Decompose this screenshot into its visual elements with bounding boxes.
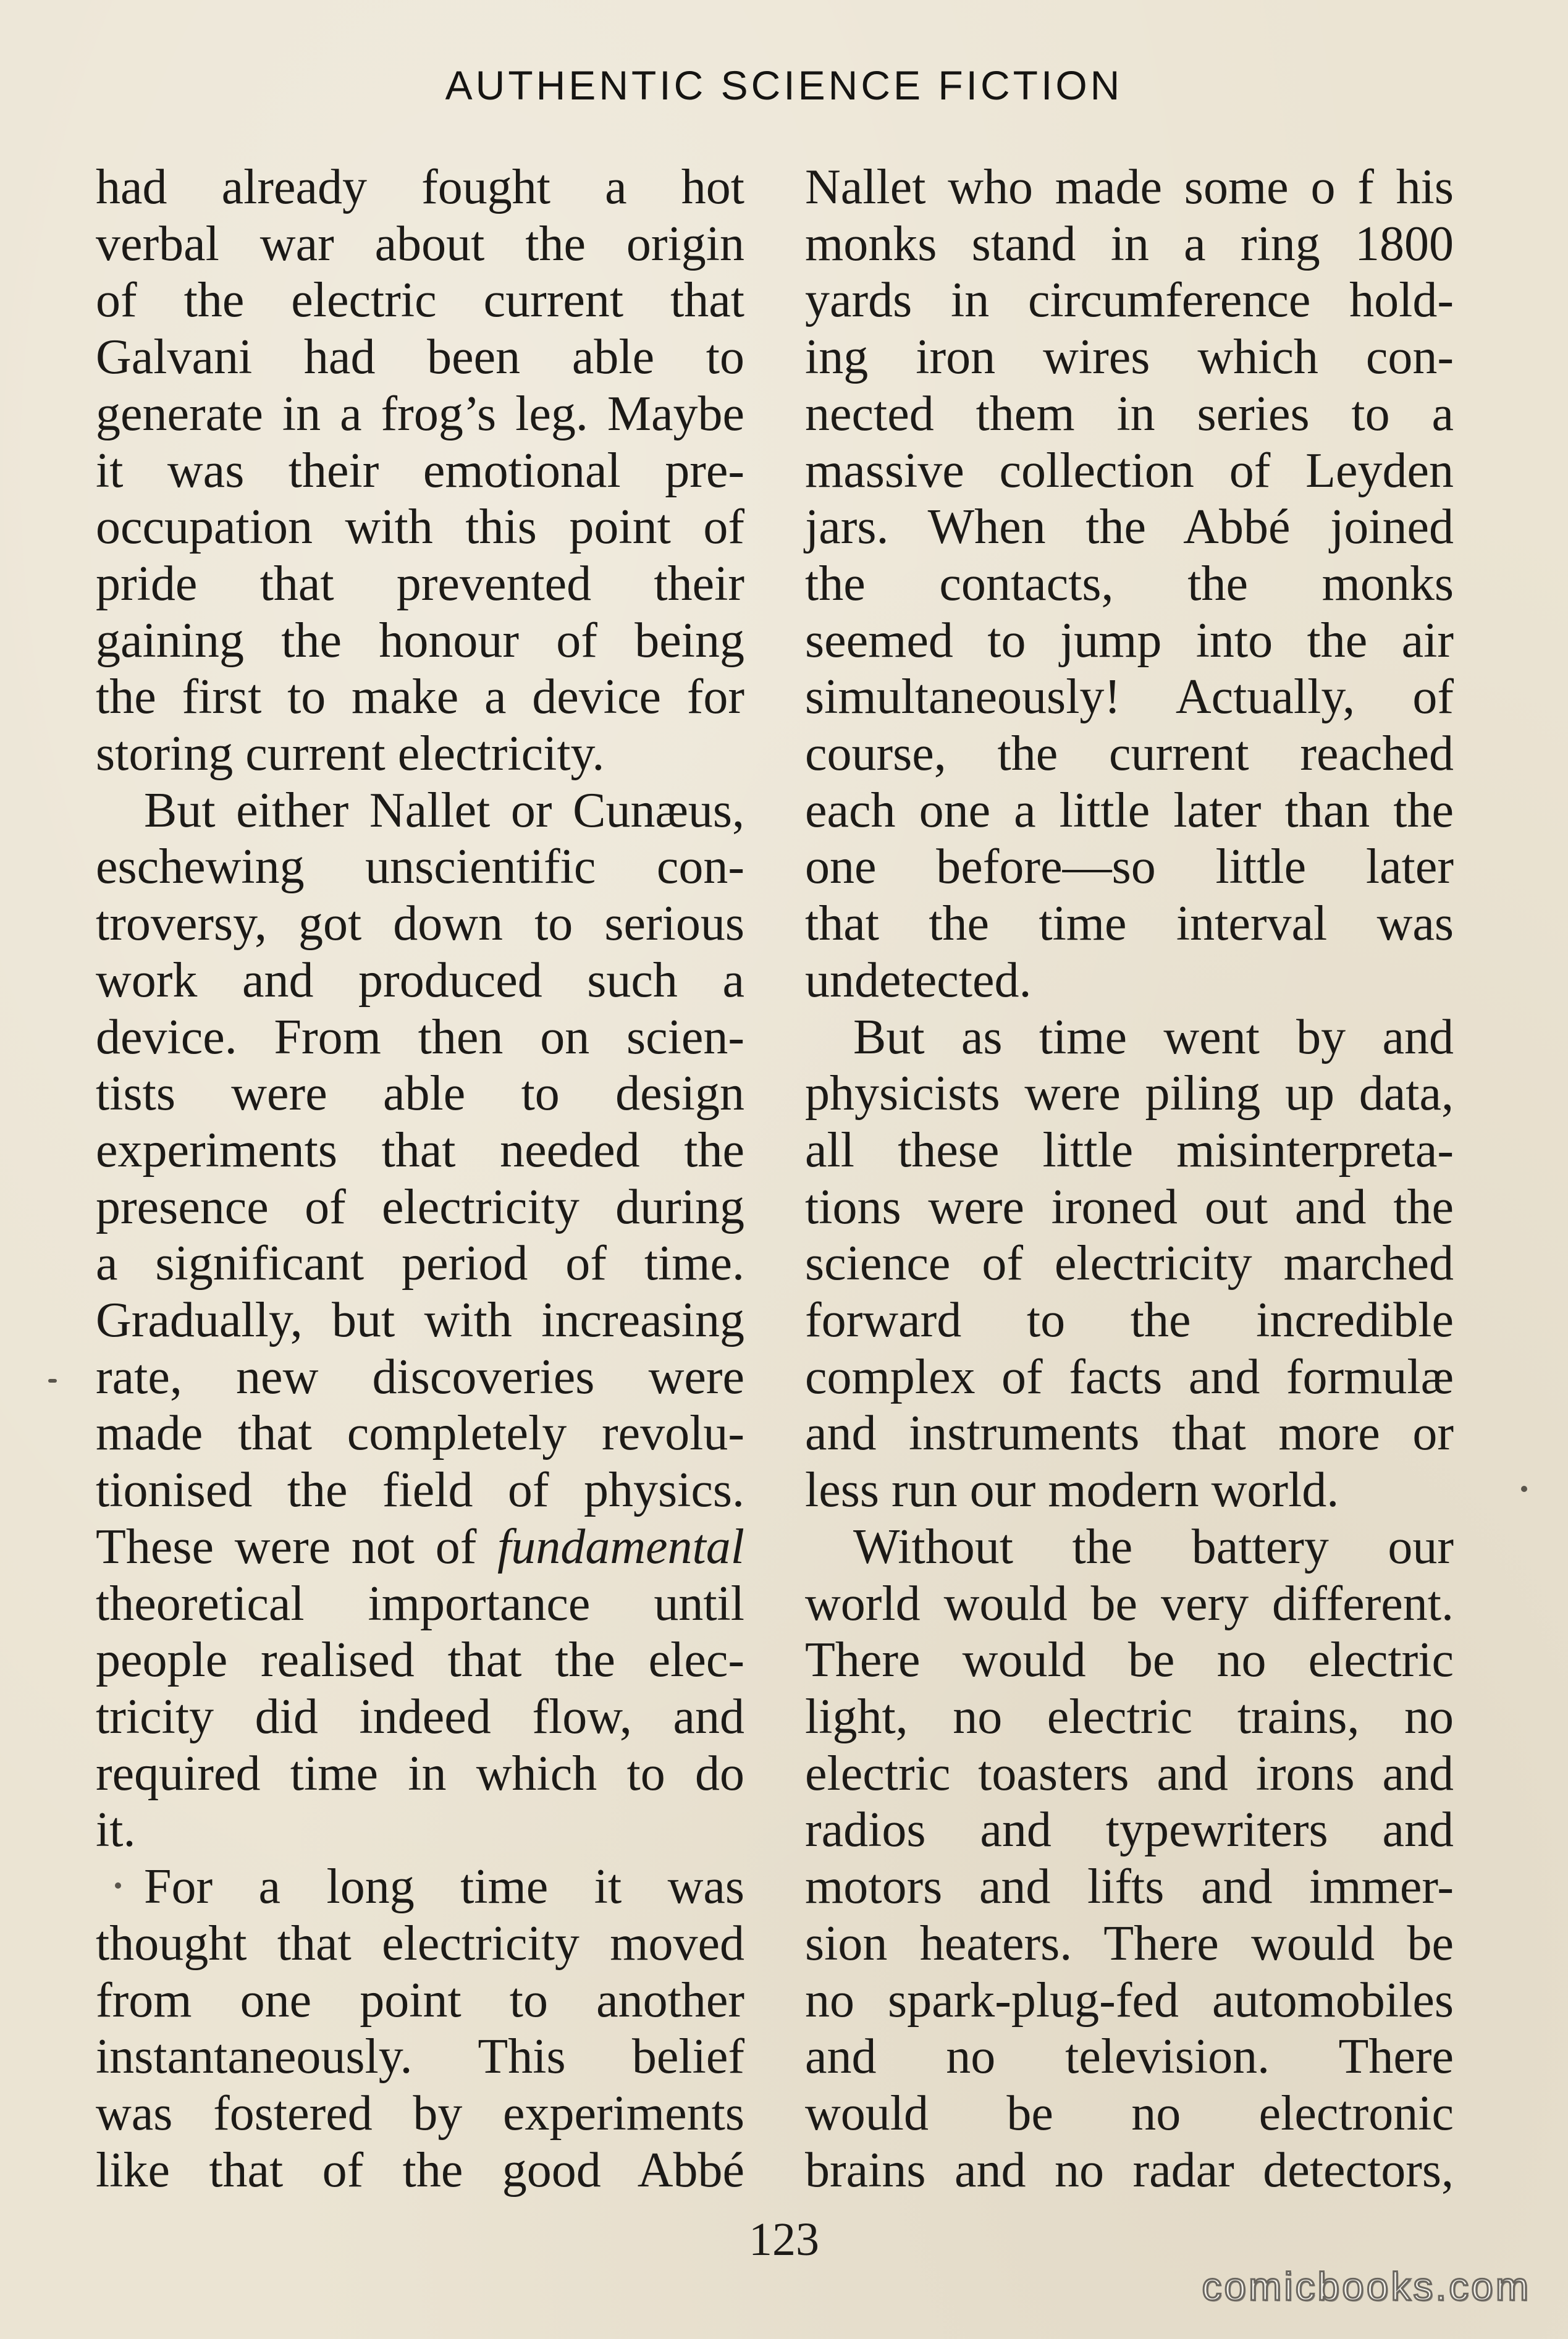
text-line: There would be no electric	[805, 1633, 1454, 1688]
italic-word: fundamental	[497, 1519, 744, 1574]
text-line: sion heaters. There would be	[805, 1916, 1454, 1971]
paper-speck	[1521, 1486, 1527, 1492]
text-line: monks stand in a ring 1800	[805, 216, 1454, 271]
text-line: storing current electricity.	[96, 727, 605, 782]
watermark: comicbooks.com	[1202, 2264, 1531, 2309]
text-line: massive collection of Leyden	[805, 443, 1454, 498]
text-line: each one a little later than the	[805, 783, 1454, 838]
text-line: instantaneously. This belief	[96, 2029, 744, 2084]
text-line: the contacts, the monks	[805, 556, 1454, 611]
text-line: all these little misinterpreta-	[805, 1123, 1454, 1178]
text-line: complex of facts and formulæ	[805, 1349, 1454, 1404]
text-line: yards in circumference hold-	[805, 273, 1454, 328]
paragraph	[96, 783, 744, 1803]
text-line: tists were able to design	[96, 1066, 744, 1121]
text-line: But as time went by and	[853, 1009, 1454, 1064]
text-line: science of electricity marched	[805, 1236, 1454, 1291]
text-line: from one point to another	[96, 1973, 744, 2028]
text-line: of the electric current that	[96, 273, 744, 328]
text-line: generate in a frog’s leg. Maybe	[96, 386, 744, 441]
paragraph-end-line	[96, 1802, 744, 1859]
text-line: less run our modern world.	[805, 1463, 1339, 1518]
text-line: Gradually, but with increasing	[96, 1293, 744, 1348]
text-line: no spark-plug-fed automobiles	[805, 1973, 1454, 2028]
text-line: troversy, got down to serious	[96, 896, 744, 951]
text-line: world would be very different.	[805, 1576, 1454, 1631]
text-line: like that of the good Abbé	[96, 2143, 744, 2198]
text-line: and instruments that more or	[805, 1406, 1454, 1461]
text-line: was fostered by experiments	[96, 2086, 744, 2141]
text-line: and no television. There	[805, 2029, 1454, 2084]
text-line: ing iron wires which con-	[805, 330, 1454, 385]
paper-speck	[48, 1379, 57, 1383]
text-line: light, no electric trains, no	[805, 1689, 1454, 1744]
text-line: forward to the incredible	[805, 1293, 1454, 1348]
text-line: it was their emotional pre-	[96, 443, 744, 498]
text-line: Nallet who made some o f his	[805, 160, 1454, 214]
text-line: tricity did indeed flow, and	[96, 1689, 744, 1744]
text-line: presence of electricity during	[96, 1179, 744, 1234]
text-line: eschewing unscientific con-	[96, 840, 744, 895]
left-column	[96, 159, 744, 2199]
text-line: seemed to jump into the air	[805, 613, 1454, 668]
text-line: work and produced such a	[96, 953, 744, 1008]
text-line: the first to make a device for	[96, 670, 744, 725]
text-line: verbal war about the origin	[96, 216, 744, 271]
paragraph	[96, 1859, 744, 2199]
text-line: motors and lifts and immer-	[805, 1860, 1454, 1915]
text-line: jars. When the Abbé joined	[805, 500, 1454, 555]
text-line: gaining the honour of being	[96, 613, 744, 668]
text-line: simultaneously! Actually, of	[805, 670, 1454, 725]
text-line: Galvani had been able to	[96, 330, 744, 385]
paper-speck	[115, 1882, 121, 1889]
text-fragment: These were not of	[96, 1519, 498, 1574]
text-line: physicists were piling up data,	[805, 1066, 1454, 1121]
text-line: course, the current reached	[805, 727, 1454, 782]
text-line: brains and no radar detectors,	[805, 2143, 1454, 2198]
text-line: nected them in series to a	[805, 386, 1454, 441]
paragraph-end-line	[805, 953, 1454, 1009]
right-column	[805, 159, 1454, 2199]
text-line: undetected.	[805, 953, 1032, 1008]
text-line	[96, 1520, 744, 1574]
text-line: Without the battery our	[853, 1519, 1454, 1574]
text-line: would be no electronic	[805, 2086, 1454, 2141]
text-line: pride that prevented their	[96, 556, 744, 611]
text-line: device. From then on scien-	[96, 1009, 744, 1064]
text-line: For a long time it was	[144, 1860, 744, 1915]
paragraph-end-line	[805, 1462, 1454, 1519]
text-line: that the time interval was	[805, 896, 1454, 951]
text-line: experiments that needed the	[96, 1123, 744, 1178]
text-line: occupation with this point of	[96, 500, 744, 555]
text-line: required time in which to do	[96, 1746, 744, 1801]
text-line: thought that electricity moved	[96, 1916, 744, 1971]
text-line: had already fought a hot	[96, 160, 744, 214]
page-number: 123	[749, 2214, 819, 2265]
paragraph	[805, 1009, 1454, 1463]
text-line: people realised that the elec-	[96, 1633, 744, 1688]
text-line: theoretical importance until	[96, 1576, 744, 1631]
paragraph	[805, 1519, 1454, 2199]
text-line: made that completely revolu-	[96, 1406, 744, 1461]
paragraph	[96, 159, 744, 726]
paragraph	[805, 159, 1454, 953]
text-line: rate, new discoveries were	[96, 1349, 744, 1404]
text-line: electric toasters and irons and	[805, 1746, 1454, 1801]
text-line: tions were ironed out and the	[805, 1179, 1454, 1234]
text-line: radios and typewriters and	[805, 1803, 1454, 1858]
text-line: a significant period of time.	[96, 1236, 744, 1291]
text-line: But either Nallet or Cunæus,	[144, 783, 744, 838]
running-head: AUTHENTIC SCIENCE FICTION	[445, 62, 1123, 108]
text-line: tionised the field of physics.	[96, 1463, 744, 1518]
text-line: one before—so little later	[805, 840, 1454, 895]
text-line: it.	[96, 1803, 136, 1858]
paragraph-end-line	[96, 726, 744, 783]
